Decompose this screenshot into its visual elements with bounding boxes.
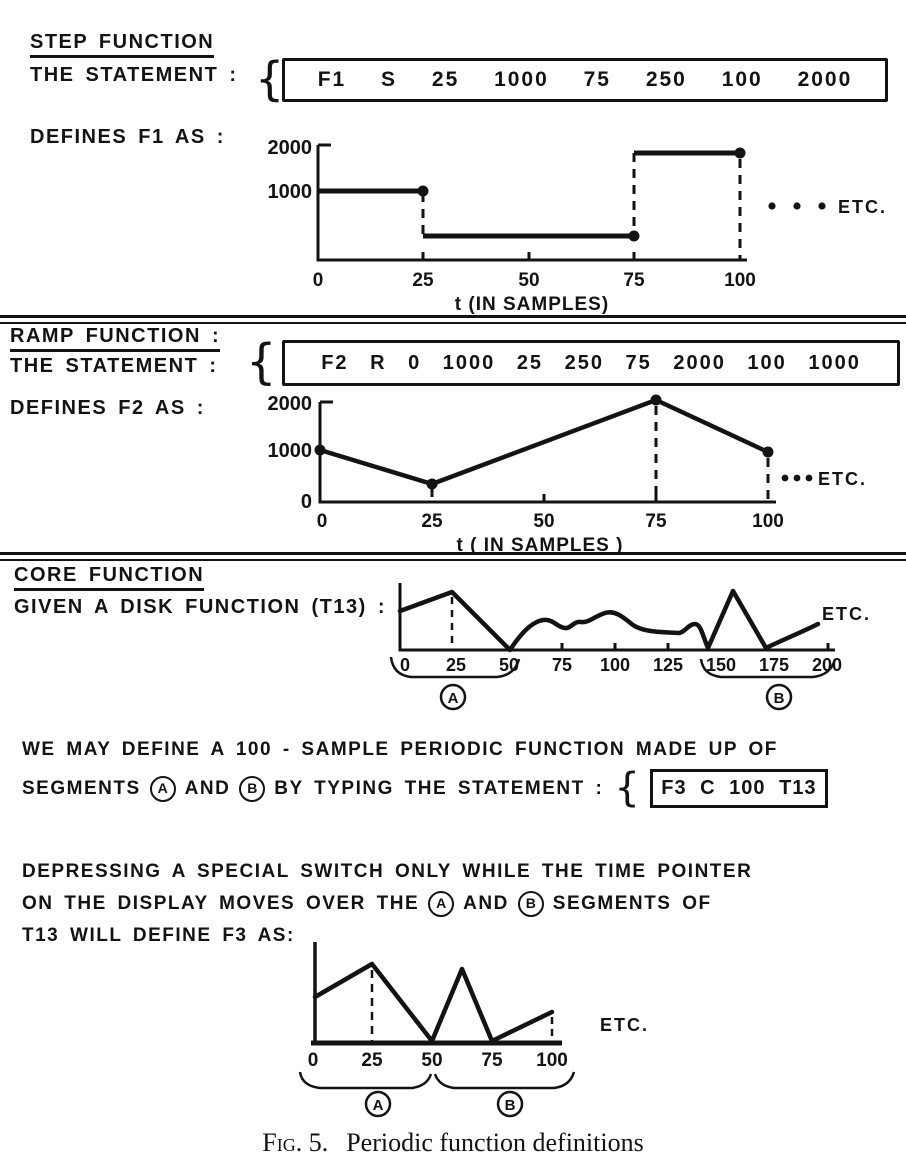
compose-line1-text: WE MAY DEFINE A 100 - SAMPLE PERIODIC FUNCTION MADE UP OF bbox=[22, 739, 778, 760]
ramp-axes bbox=[320, 402, 776, 502]
switch-and-word: AND bbox=[463, 893, 509, 914]
step-xtick-75: 75 bbox=[623, 270, 645, 291]
compose-open-brace: { bbox=[614, 765, 642, 811]
ramp-dot-25 bbox=[427, 479, 438, 490]
ellipsis-dot bbox=[782, 475, 789, 482]
step-xtick-0: 0 bbox=[312, 270, 324, 291]
ramp-ytick-1000: 1000 bbox=[267, 440, 312, 462]
ramp-curve bbox=[320, 400, 768, 484]
step-etc-label: ETC. bbox=[838, 197, 888, 217]
step-xtick-25: 25 bbox=[412, 270, 434, 291]
ellipsis-dot bbox=[806, 475, 813, 482]
figure-caption-text: Periodic function definitions bbox=[346, 1128, 644, 1157]
core-xtick-150: 150 bbox=[705, 655, 737, 675]
f3-curve bbox=[315, 964, 552, 1041]
figure-caption-number: Fig. 5. bbox=[262, 1128, 329, 1157]
core-xtick-125: 125 bbox=[652, 655, 684, 675]
f3-function-plot bbox=[288, 938, 703, 1118]
step-dot-75 bbox=[629, 231, 640, 242]
section-separator bbox=[0, 552, 906, 561]
switch-line-2 bbox=[22, 890, 752, 917]
ramp-function-plot bbox=[240, 393, 906, 558]
segment-b-badge: B bbox=[239, 776, 265, 802]
ramp-open-brace: { bbox=[246, 334, 277, 390]
compose-segments-word: SEGMENTS bbox=[22, 778, 141, 799]
ramp-dot-100 bbox=[763, 447, 774, 458]
segment-a-bracket bbox=[300, 1072, 431, 1088]
f3-xtick-100: 100 bbox=[536, 1050, 568, 1071]
step-function-plot bbox=[240, 133, 906, 315]
core-heading: CORE FUNCTION bbox=[14, 564, 204, 591]
ramp-defines-label: DEFINES F2 AS : bbox=[10, 397, 205, 419]
section-separator bbox=[0, 315, 906, 324]
segment-a-badge: A bbox=[150, 776, 176, 802]
switch-line2-post: SEGMENTS OF bbox=[552, 893, 712, 914]
step-axes bbox=[318, 145, 747, 260]
step-heading: STEP FUNCTION bbox=[30, 31, 214, 58]
step-xtick-100: 100 bbox=[724, 270, 756, 291]
segment-b-badge: B bbox=[518, 891, 544, 917]
core-xtick-200: 200 bbox=[811, 655, 843, 675]
ellipsis-dot bbox=[793, 202, 800, 209]
ramp-xtick-25: 25 bbox=[421, 511, 443, 532]
ramp-xtick-50: 50 bbox=[533, 511, 555, 532]
step-defines-label: DEFINES F1 AS : bbox=[30, 126, 225, 148]
compose-line-1 bbox=[22, 736, 828, 763]
core-xtick-75: 75 bbox=[551, 655, 573, 675]
compose-statement-box: F3 C 100 T13 bbox=[650, 769, 827, 808]
f3-xtick-25: 25 bbox=[361, 1050, 383, 1071]
ramp-dot-0 bbox=[315, 445, 326, 456]
segment-b-letter: B bbox=[773, 690, 785, 707]
segment-a-letter: A bbox=[372, 1097, 384, 1114]
core-xtick-50: 50 bbox=[498, 655, 520, 675]
core-xtick-100: 100 bbox=[599, 655, 631, 675]
ramp-xtick-0: 0 bbox=[316, 511, 328, 532]
segment-b-letter: B bbox=[504, 1097, 516, 1114]
ramp-xtick-100: 100 bbox=[752, 511, 784, 532]
ramp-dot-75 bbox=[651, 395, 662, 406]
segment-b-bracket bbox=[435, 1072, 574, 1088]
compose-paragraph bbox=[22, 736, 828, 811]
ellipsis-dot bbox=[794, 475, 801, 482]
step-statement-label: THE STATEMENT : bbox=[30, 64, 238, 86]
ellipsis-dot bbox=[768, 202, 775, 209]
f3-xtick-50: 50 bbox=[421, 1050, 443, 1071]
switch-line3-text: T13 WILL DEFINE F3 AS: bbox=[22, 925, 295, 946]
ramp-xaxis-label: t ( IN SAMPLES ) bbox=[456, 535, 624, 556]
disk-function-curve bbox=[400, 591, 818, 650]
step-xtick-50: 50 bbox=[518, 270, 540, 291]
compose-line-2 bbox=[22, 765, 828, 811]
step-ytick-2000: 2000 bbox=[267, 137, 312, 159]
compose-line2-rest: BY TYPING THE STATEMENT : bbox=[274, 778, 604, 799]
core-xtick-25: 25 bbox=[445, 655, 467, 675]
switch-line2-pre: ON THE DISPLAY MOVES OVER THE bbox=[22, 893, 420, 914]
ramp-xtick-75: 75 bbox=[645, 511, 667, 532]
ramp-ytick-2000: 2000 bbox=[267, 393, 312, 415]
step-xaxis-label: t (IN SAMPLES) bbox=[454, 294, 610, 315]
step-ytick-1000: 1000 bbox=[267, 181, 312, 203]
segment-a-letter: A bbox=[447, 690, 459, 707]
ramp-heading: RAMP FUNCTION : bbox=[10, 325, 220, 352]
ramp-statement-label: THE STATEMENT : bbox=[10, 355, 218, 377]
ramp-statement-box: F2 R 0 1000 25 250 75 2000 100 1000 bbox=[282, 340, 900, 386]
core-given-label: GIVEN A DISK FUNCTION (T13) : bbox=[14, 596, 387, 618]
ellipsis-dot bbox=[818, 202, 825, 209]
core-etc-label: ETC. bbox=[822, 604, 872, 624]
segment-a-badge: A bbox=[428, 891, 454, 917]
core-xtick-175: 175 bbox=[758, 655, 790, 675]
step-statement-box: F1 S 25 1000 75 250 100 2000 bbox=[282, 58, 888, 102]
switch-line1-text: DEPRESSING A SPECIAL SWITCH ONLY WHILE THE TIME POINTER bbox=[22, 861, 753, 882]
f3-etc-label: ETC. bbox=[600, 1015, 650, 1035]
step-dot-100 bbox=[735, 148, 746, 159]
f3-xtick-0: 0 bbox=[307, 1050, 319, 1071]
f3-xtick-75: 75 bbox=[481, 1050, 503, 1071]
compose-and-word: AND bbox=[184, 778, 231, 799]
ramp-etc-label: ETC. bbox=[818, 469, 868, 489]
figure-caption bbox=[0, 1128, 906, 1158]
disk-function-plot bbox=[385, 575, 906, 717]
switch-line-1 bbox=[22, 858, 752, 885]
core-xtick-0: 0 bbox=[399, 655, 411, 675]
step-open-brace: { bbox=[255, 52, 285, 106]
switch-paragraph bbox=[22, 858, 752, 949]
ramp-ytick-0: 0 bbox=[300, 491, 312, 513]
